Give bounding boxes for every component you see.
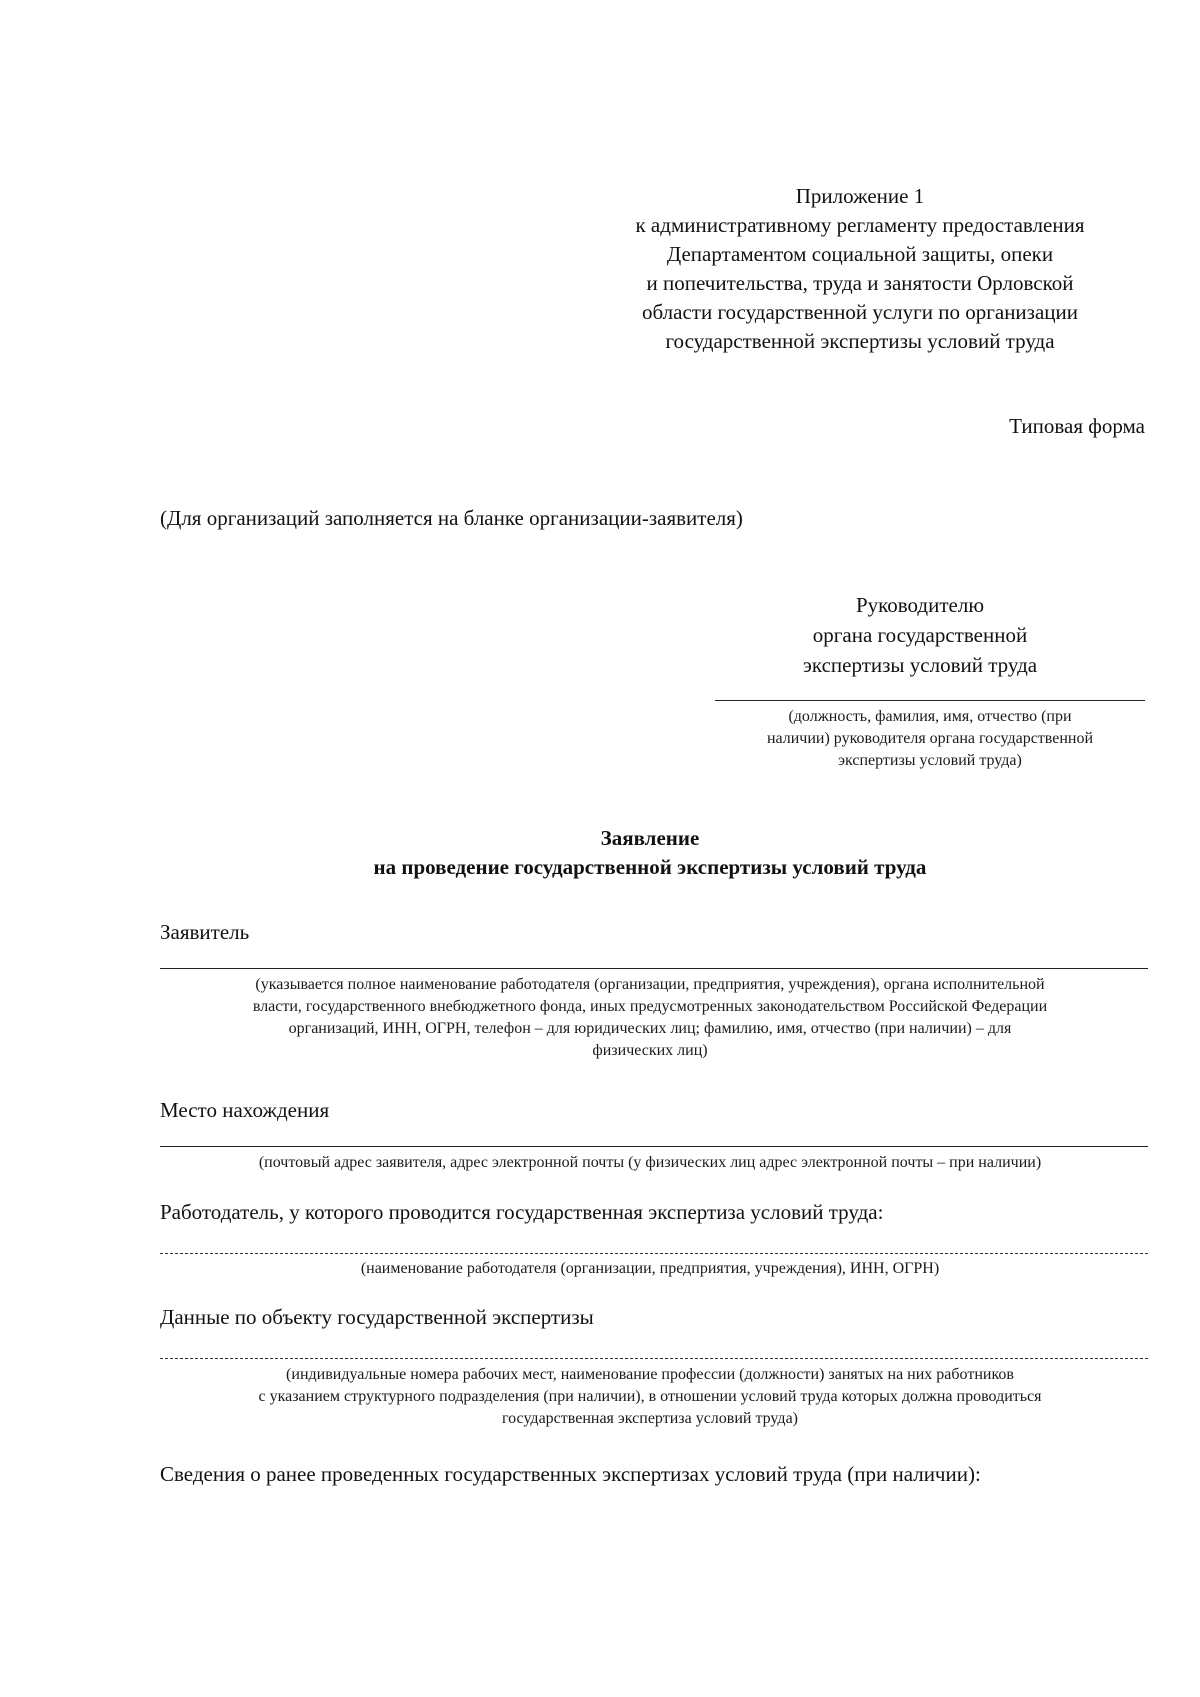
- addressee-caption: [700, 706, 1160, 772]
- document-title: [160, 824, 1140, 882]
- appendix-line: и попечительства, труда и занятости Орловской: [646, 271, 1074, 295]
- caption-line: власти, государственного внебюджетного фонда, иных предусмотренных законодательством Российской Федерации: [252, 998, 1048, 1015]
- caption-line: экспертизы условий труда): [838, 752, 1022, 769]
- employer-caption: [150, 1258, 1150, 1280]
- object-fill-line[interactable]: [160, 1358, 1148, 1359]
- appendix-line: Приложение 1: [795, 184, 925, 208]
- addressee-line: Руководителю: [855, 593, 985, 617]
- appendix-line: Департаментом социальной защиты, опеки: [666, 242, 1054, 266]
- location-fill-line[interactable]: [160, 1146, 1148, 1147]
- appendix-line: государственной экспертизы условий труда: [665, 329, 1055, 353]
- caption-line: государственная экспертиза условий труда): [501, 1410, 798, 1427]
- object-caption: [150, 1364, 1150, 1430]
- applicant-caption: [150, 974, 1150, 1062]
- caption-line: физических лиц): [592, 1042, 708, 1059]
- caption-line: (почтовый адрес заявителя, адрес электронной почты (у физических лиц адрес электронной почты – при наличии): [258, 1154, 1042, 1171]
- appendix-line: к административному регламенту предоставления: [635, 213, 1085, 237]
- addressee-line: органа государственной: [812, 623, 1028, 647]
- caption-line: с указанием структурного подразделения (при наличии), в отношении условий труда которых должна проводиться: [258, 1388, 1042, 1405]
- employer-label: Работодатель, у которого проводится государственная экспертиза условий труда:: [160, 1200, 884, 1224]
- employer-fill-line[interactable]: [160, 1253, 1148, 1254]
- location-label: Место нахождения: [160, 1098, 330, 1122]
- caption-line: (указывается полное наименование работодателя (организации, предприятия, учреждения), органа исполнительной: [255, 976, 1045, 993]
- applicant-label: Заявитель: [160, 920, 250, 944]
- location-caption: [150, 1152, 1150, 1174]
- addressee-fill-line[interactable]: [715, 700, 1145, 701]
- caption-line: (наименование работодателя (организации, предприятия, учреждения), ИНН, ОГРН): [360, 1260, 940, 1277]
- addressee-block: [760, 590, 1080, 680]
- form-type-label: Типовая форма: [1009, 414, 1145, 438]
- caption-line: (должность, фамилия, имя, отчество (при: [788, 708, 1072, 725]
- title-line: Заявление: [600, 826, 700, 850]
- appendix-block: [580, 182, 1140, 356]
- previous-expertise-label: Сведения о ранее проведенных государственных экспертизах условий труда (при наличии):: [160, 1462, 981, 1486]
- applicant-fill-line[interactable]: [160, 968, 1148, 969]
- caption-line: наличии) руководителя органа государственной: [766, 730, 1094, 747]
- addressee-line: экспертизы условий труда: [802, 653, 1038, 677]
- organization-note: (Для организаций заполняется на бланке организации-заявителя): [160, 506, 743, 530]
- object-label: Данные по объекту государственной экспертизы: [160, 1305, 594, 1329]
- caption-line: организаций, ИНН, ОГРН, телефон – для юридических лиц; фамилию, имя, отчество (при наличии) – для: [288, 1020, 1012, 1037]
- caption-line: (индивидуальные номера рабочих мест, наименование профессии (должности) занятых на них работников: [286, 1366, 1014, 1383]
- appendix-line: области государственной услуги по организации: [642, 300, 1078, 324]
- title-subline: на проведение государственной экспертизы условий труда: [373, 855, 927, 879]
